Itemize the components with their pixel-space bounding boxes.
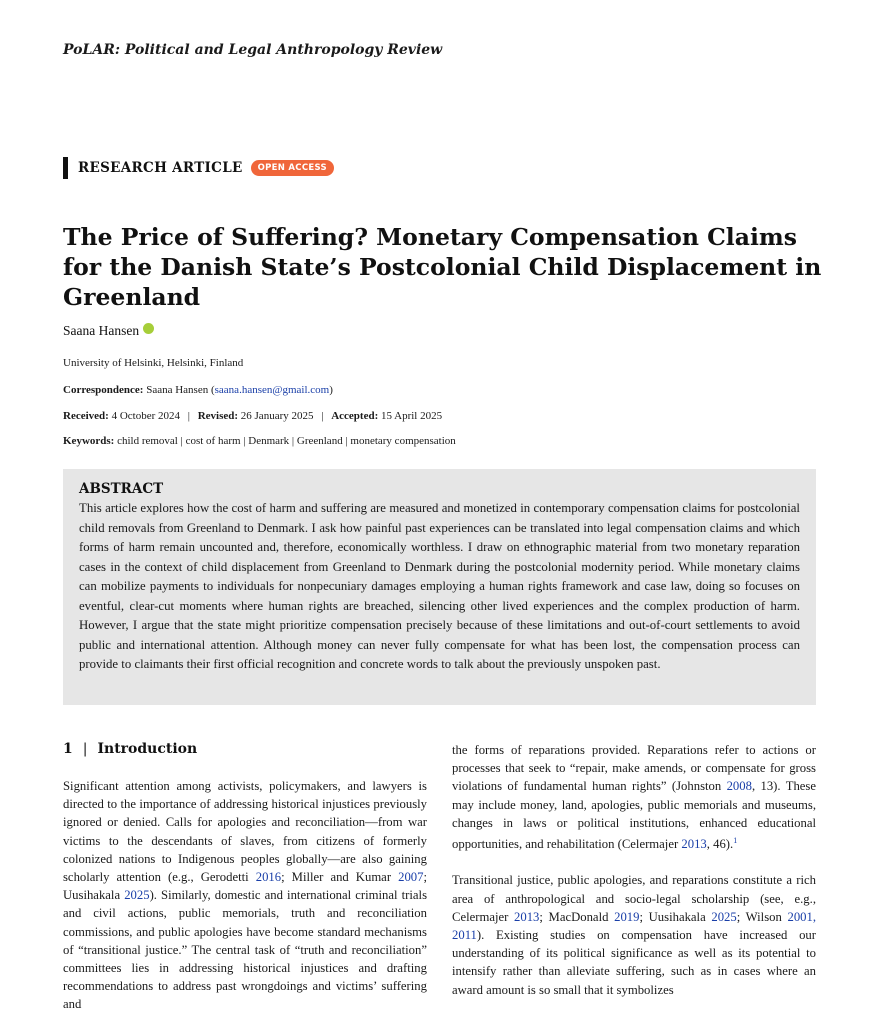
citation-link[interactable]: 2025 <box>711 909 737 924</box>
accepted-label: Accepted: <box>331 410 379 422</box>
abstract-heading: ABSTRACT <box>79 481 164 497</box>
journal-name: PoLAR: Political and Legal Anthropology Review <box>63 42 443 58</box>
keywords-list: child removal | cost of harm | Denmark | Greenland | monetary compensation <box>117 435 456 447</box>
correspondence-email-link[interactable]: saana.hansen@gmail.com <box>214 384 330 396</box>
section-heading <box>63 741 197 757</box>
citation-link[interactable]: 2013 <box>681 837 707 852</box>
article-type-label: RESEARCH ARTICLE <box>78 160 243 176</box>
keywords-line <box>63 435 456 447</box>
citation-link[interactable]: 2016 <box>255 870 282 885</box>
article-title: The Price of Suffering? Monetary Compensation Claims for the Danish State’s Postcolonial Child Displacement in Greenland <box>63 223 822 311</box>
dates-separator: | <box>321 410 324 422</box>
citation-link[interactable]: 2019 <box>614 909 640 924</box>
correspondence-line <box>63 384 333 396</box>
received-date: 4 October 2024 <box>111 410 180 422</box>
dates-line <box>63 410 442 422</box>
citation-link[interactable]: 2013 <box>514 909 540 924</box>
article-type-bar <box>63 157 68 179</box>
keywords-label: Keywords: <box>63 435 115 447</box>
section-number: 1 <box>63 741 73 757</box>
abstract-text: This article explores how the cost of harm and suffering are measured and monetized in contemporary compensation claims for postcolonial child removals from Greenland to Denmark. I ask how painful past experiences can be translated into legal compensation claims and which forms of harm remain uncounted and, therefore, economically worthless. I draw on ethnographic material from two monetary reparation cases in the context of child displacement from Greenland to Denmark during the postcolonial modernity period. While monetary claims can mobilize payments to individuals for nonpecuniary damages employing a human rights framework and case law, doing so focuses on eventful, clear-cut moments where human rights are breached, silencing other lived experiences and the complex production of harm. However, I argue that the state might prioritize compensation precisely because of these limitations and out-of-court settlements to avoid public and international attention. Although money can never fully compensate for what has been lost, the compensation process can provide to claimants their first official recognition and concrete words to talk about the previously unspoken past. <box>79 501 800 671</box>
correspondence-label: Correspondence: <box>63 384 144 396</box>
accepted-date: 15 April 2025 <box>381 410 443 422</box>
citation-link[interactable]: 2025 <box>124 888 150 903</box>
affiliation: University of Helsinki, Helsinki, Finland <box>63 357 244 369</box>
article-type-header <box>63 157 334 179</box>
paragraph: Transitional justice, public apologies, and reparations constitute a rich area of anthropological and socio-legal scholarship (see, e.g., Celermajer 2013; MacDonald 2019; Uusihakala 2025; Wilson 2001, 2011). Existing studies on compensation have increased our understanding of its political significance as well as its potential to intensify rather than alleviate suffering, such as in cases where an award amount is so small that it symbolizes <box>452 873 817 997</box>
open-access-badge: OPEN ACCESS <box>251 160 334 176</box>
author-name[interactable]: Saana Hansen <box>63 323 140 338</box>
revised-label: Revised: <box>197 410 239 422</box>
footnote-link[interactable]: 1 <box>733 836 738 846</box>
left-column <box>63 777 427 1014</box>
revised-date: 26 January 2025 <box>240 410 314 422</box>
citation-link[interactable]: 2008 <box>726 779 752 794</box>
received-label: Received: <box>63 410 109 422</box>
paragraph: Significant attention among activists, policymakers, and lawyers is directed to the importance of addressing historical injustices previously ignored or denied. Calls for apologies and reconciliation—from war victims to the descendants of slaves, from citizens of formerly colonized nations to Indigenous peoples globally—are also gaining scholarly attention (e.g., Gerodetti 2016; Miller and Kumar 2007; Uusihakala 2025). Similarly, domestic and international criminal trials and civil actions, public memorials, truth and reconciliation commissions, and public apologies have become standard mechanisms of “transitional justice.” The central task of “truth and reconciliation” committees lies in addressing historical injustices and drafting recommendations to address past wrongdoings and victims’ suffering and <box>63 779 428 1012</box>
section-title: Introduction <box>97 741 198 757</box>
correspondence-close: ) <box>329 384 333 396</box>
paragraph: the forms of reparations provided. Reparations refer to actions or processes that seek to “repair, make amends, or compensate for gross violations of fundamental human rights” (Johnston 2008, 13). These may include money, land, apologies, public memorials and museums, changes in laws or political institutions, enhanced educational opportunities, and rehabilitation (Celermajer 2013, 46).$^1$ <box>452 743 816 852</box>
abstract-box <box>63 469 816 705</box>
citation-link[interactable]: 2001, 2011 <box>452 909 817 943</box>
right-column <box>452 741 816 999</box>
citation-link[interactable]: 2007 <box>398 870 424 885</box>
author-line <box>63 323 154 339</box>
dates-separator: | <box>187 410 190 422</box>
correspondence-name: Saana Hansen ( <box>146 384 215 396</box>
orcid-icon[interactable] <box>143 323 154 334</box>
section-bar: | <box>82 741 88 757</box>
